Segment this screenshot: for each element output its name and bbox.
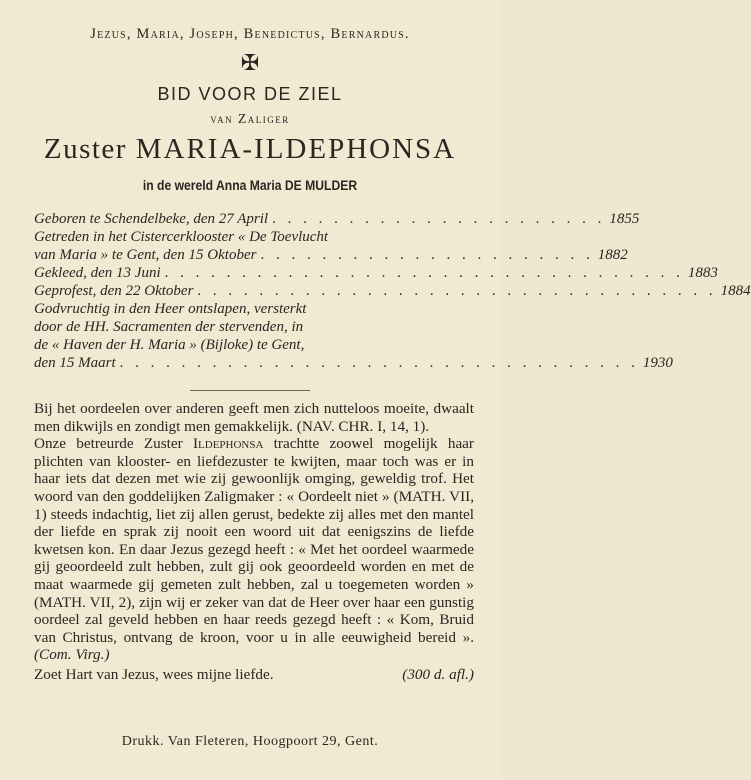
- fact-year: 1884: [720, 283, 751, 299]
- worldly-name: [25, 178, 475, 193]
- world-prefix: in de wereld: [142, 178, 214, 193]
- fact-text: Geprofest, den 22 Oktober: [34, 283, 194, 299]
- fact-row-end: [34, 354, 673, 372]
- religious-name: MARIA-ILDEPHONSA: [135, 133, 457, 165]
- printer-imprint: Drukk. Van Fleteren, Hoogpoort 29, Gent.: [121, 734, 379, 749]
- leader-dots: . . . . . . . . . . . . . . . . . . . . . . . . . . . . . . . . . .: [197, 283, 717, 299]
- prayer-heading: BID VOOR DE ZIEL: [157, 84, 343, 104]
- fact-text: den 15 Maart: [34, 355, 116, 371]
- cross-icon: ✠: [240, 50, 260, 75]
- quote-paragraph: Bij het oordeelen over anderen geeft men zich nutteloos moeite, dwaalt men dikwijls en zondigt men gemakkelijk. (NAV. CHR. I, 14, 1).: [34, 400, 474, 435]
- fact-text: Getreden in het Cistercerklooster « De Toevlucht: [34, 229, 329, 245]
- fact-text: door de HH. Sacramenten der stervenden, in: [34, 319, 304, 335]
- fact-text: van Maria » te Gent, den 15 Oktober: [34, 247, 257, 263]
- life-facts: [34, 210, 751, 372]
- eulogy-paragraph: [34, 435, 474, 664]
- world-name: Anna Maria DE MULDER: [216, 178, 358, 193]
- title-zuster: Zuster: [43, 133, 127, 165]
- meditation-text: [34, 400, 474, 684]
- indulgence: (300 d. afl.): [402, 665, 474, 683]
- fact-row: [34, 282, 751, 300]
- fact-row: [34, 264, 718, 282]
- fact-year: 1882: [597, 247, 628, 263]
- fact-row: [34, 300, 673, 372]
- fact-text: Geboren te Schendelbeke, den 27 April: [34, 211, 269, 227]
- fact-row: [34, 228, 628, 264]
- leader-dots: . . . . . . . . . . . . . . . . . . . . . .: [260, 247, 594, 263]
- van-zaliger: van Zaliger: [210, 111, 290, 126]
- leader-dots: . . . . . . . . . . . . . . . . . . . . . .: [272, 211, 606, 227]
- fact-text: de « Haven der H. Maria » (Bijloke) te Gent,: [34, 337, 305, 353]
- eulogy-source: (Com. Virg.): [34, 646, 110, 664]
- leader-dots: . . . . . . . . . . . . . . . . . . . . . . . . . . . . . . . . . .: [119, 355, 639, 371]
- deceased-name: [0, 133, 500, 166]
- leader-dots: . . . . . . . . . . . . . . . . . . . . . . . . . . . . . . . . . .: [164, 265, 684, 281]
- divider: [190, 390, 310, 391]
- eulogy-text: trachtte zoowel mogelijk haar plichten van klooster- en liefdezuster te kwijten, maar toch was er in haar iets dat dezen met wie zij gewoonlijk omging, geweldig trof. Het woord van den goddelijken Zaligmaker : « Oordeelt niet » (MATH. VII, 1) steeds indachtig, liet zij allen gerust, bedekte zij alles met den mantel der liefde en sprak zij nooit een woord uit dat eenigszins de liefde kwetsen kon. En daar Jezus gezegd heeft : « Met het oordeel waarmede gij geoordeeld zult hebben, zult gij ook geoordeeld worden en met de maat waarmede gij gemeten zult hebben, zal u toegemeten worden » (MATH. VII, 2), zijn wij er zeker van dat de Heer over haar een gunstig oordeel zal geveld hebben en haar reeds gezegd heeft : « Kom, Bruid van Christus, ontvang de kroon, voor u in alle eeuwigheid bereid ».: [34, 435, 474, 646]
- fact-row-end: [34, 246, 628, 264]
- fact-year: 1883: [687, 265, 718, 281]
- eulogy-start: Onze betreurde Zuster: [34, 435, 193, 453]
- eulogy-name: Ildephonsa: [192, 435, 264, 453]
- closing-prayer: Zoet Hart van Jezus, wees mijne liefde.: [34, 665, 274, 683]
- holy-names-line: Jezus, Maria, Joseph, Benedictus, Bernardus.: [90, 26, 410, 42]
- fact-text: Godvruchtig in den Heer ontslapen, versterkt: [34, 301, 307, 317]
- fact-row: [34, 210, 640, 228]
- fact-year: 1930: [642, 355, 673, 371]
- fact-text: Gekleed, den 13 Juni: [34, 265, 161, 281]
- fact-year: 1855: [609, 211, 640, 227]
- closing-line: [34, 666, 474, 684]
